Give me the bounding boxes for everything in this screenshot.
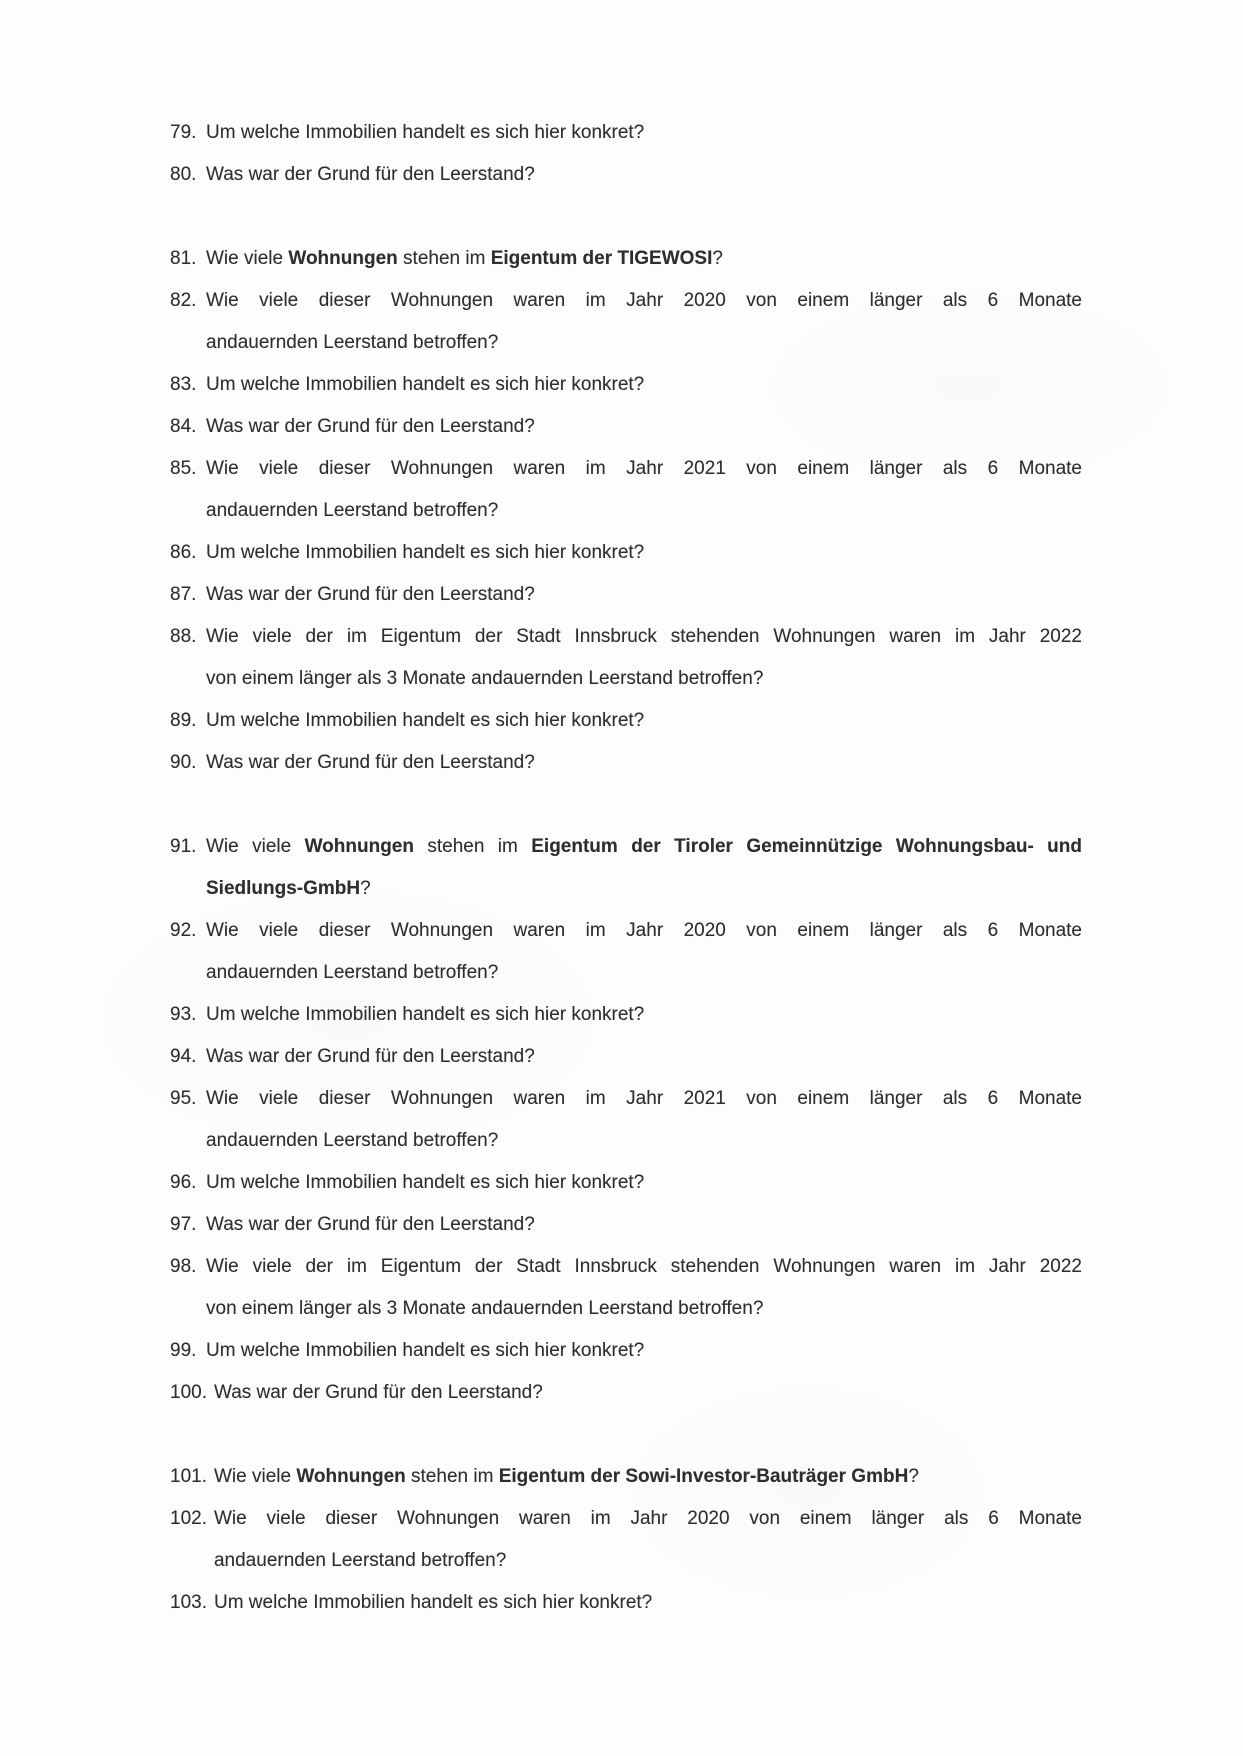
bold-segment: Wohnungen: [288, 248, 398, 269]
item-text: [206, 364, 1082, 406]
item-text: [206, 1078, 1082, 1162]
text-segment: andauernden Leerstand betroffen?: [206, 500, 499, 521]
text-line: [206, 1330, 1082, 1372]
list-item: [170, 532, 1082, 574]
text-segment: von einem länger als 3 Monate andauernden Leerstand betroffen?: [206, 668, 764, 689]
item-number: 91.: [170, 836, 197, 857]
item-text: [206, 700, 1082, 742]
list-item: [170, 616, 1082, 700]
list-item: [170, 1204, 1082, 1246]
list-item: [170, 742, 1082, 784]
item-number: 102.: [170, 1508, 207, 1529]
text-line: [206, 490, 1082, 532]
item-number: 100.: [170, 1382, 207, 1403]
text-segment: Um welche Immobilien handelt es sich hier konkret?: [213, 1592, 653, 1613]
item-text: [206, 826, 1082, 910]
text-segment: Wie viele dieser Wohnungen waren im Jahr 2020 von einem länger als 6 Monate: [213, 1508, 1082, 1529]
item-number: 89.: [170, 710, 197, 731]
item-number: 80.: [170, 164, 197, 185]
item-text: [206, 112, 1082, 154]
item-text: [206, 742, 1082, 784]
text-segment: stehen im: [413, 836, 532, 857]
list-item: [170, 406, 1082, 448]
bold-segment: Wohnungen: [296, 1466, 406, 1487]
text-line: [206, 1036, 1082, 1078]
item-text: [206, 1330, 1082, 1372]
text-line: [214, 1456, 1082, 1498]
bold-segment: Eigentum der Tiroler Gemeinnützige Wohnungsbau- und: [531, 836, 1082, 857]
list-item: [170, 700, 1082, 742]
item-number: 97.: [170, 1214, 197, 1235]
item-text: [214, 1372, 1082, 1414]
item-text: [206, 1246, 1082, 1330]
list-item: [170, 154, 1082, 196]
text-line: [206, 1246, 1082, 1288]
text-line: [206, 1288, 1082, 1330]
list-item: [170, 1078, 1082, 1162]
text-line: [206, 952, 1082, 994]
item-number: 92.: [170, 920, 197, 941]
item-text: [206, 1204, 1082, 1246]
item-text: [206, 280, 1082, 364]
list-item: [170, 1456, 1082, 1498]
text-line: [206, 1162, 1082, 1204]
item-number: 86.: [170, 542, 197, 563]
text-line: [206, 658, 1082, 700]
text-segment: Wie viele der im Eigentum der Stadt Innsbruck stehenden Wohnungen waren im Jahr 2022: [206, 626, 1082, 647]
bold-segment: Siedlungs-GmbH: [206, 878, 361, 899]
item-number: 94.: [170, 1046, 197, 1067]
item-text: [206, 574, 1082, 616]
item-text: [206, 532, 1082, 574]
text-segment: Wie viele: [206, 836, 305, 857]
text-line: [206, 616, 1082, 658]
text-segment: andauernden Leerstand betroffen?: [213, 1550, 507, 1571]
text-segment: Um welche Immobilien handelt es sich hier konkret?: [206, 710, 645, 731]
text-segment: Wie viele dieser Wohnungen waren im Jahr 2020 von einem länger als 6 Monate: [206, 290, 1082, 311]
text-line: [206, 406, 1082, 448]
item-number: 93.: [170, 1004, 197, 1025]
list-item: [170, 1330, 1082, 1372]
text-line: [206, 826, 1082, 868]
item-text: [206, 1036, 1082, 1078]
list-item: [170, 994, 1082, 1036]
text-segment: andauernden Leerstand betroffen?: [206, 962, 499, 983]
list-item: [170, 448, 1082, 532]
item-text: [206, 994, 1082, 1036]
text-segment: Was war der Grund für den Leerstand?: [206, 1214, 535, 1235]
list-item: [170, 112, 1082, 154]
list-item: [170, 1498, 1082, 1582]
item-number: 95.: [170, 1088, 197, 1109]
bold-segment: Eigentum der TIGEWOSI: [490, 248, 713, 269]
text-line: [206, 994, 1082, 1036]
item-number: 83.: [170, 374, 197, 395]
list-item: [170, 280, 1082, 364]
item-number: 82.: [170, 290, 197, 311]
list-item: [170, 364, 1082, 406]
text-line: [214, 1540, 1082, 1582]
list-item: [170, 1162, 1082, 1204]
item-number: 79.: [170, 122, 197, 143]
text-line: [206, 112, 1082, 154]
item-text: [206, 910, 1082, 994]
text-line: [206, 448, 1082, 490]
item-number: 98.: [170, 1256, 197, 1277]
item-number: 101.: [170, 1466, 207, 1487]
text-line: [206, 700, 1082, 742]
text-segment: Wie viele der im Eigentum der Stadt Innsbruck stehenden Wohnungen waren im Jahr 2022: [206, 1256, 1082, 1277]
item-text: [206, 1162, 1082, 1204]
bold-segment: Eigentum der Sowi-Investor-Bauträger GmbH: [498, 1466, 909, 1487]
list-item: [170, 574, 1082, 616]
text-segment: Was war der Grund für den Leerstand?: [206, 584, 535, 605]
list-item: [170, 1246, 1082, 1330]
text-segment: ?: [712, 248, 723, 269]
text-segment: Wie viele: [213, 1466, 297, 1487]
text-line: [214, 1372, 1082, 1414]
text-line: [206, 1204, 1082, 1246]
item-text: [206, 238, 1082, 280]
text-line: [206, 154, 1082, 196]
text-segment: andauernden Leerstand betroffen?: [206, 332, 499, 353]
text-segment: ?: [908, 1466, 919, 1487]
text-line: [206, 532, 1082, 574]
text-segment: Wie viele dieser Wohnungen waren im Jahr 2021 von einem länger als 6 Monate: [206, 458, 1082, 479]
item-text: [206, 154, 1082, 196]
text-line: [206, 364, 1082, 406]
item-number: 103.: [170, 1592, 207, 1613]
text-segment: Um welche Immobilien handelt es sich hier konkret?: [206, 1172, 645, 1193]
text-segment: von einem länger als 3 Monate andauernden Leerstand betroffen?: [206, 1298, 764, 1319]
text-segment: Um welche Immobilien handelt es sich hier konkret?: [206, 374, 645, 395]
item-text: [214, 1456, 1082, 1498]
text-line: [206, 742, 1082, 784]
text-line: [206, 910, 1082, 952]
text-segment: Um welche Immobilien handelt es sich hier konkret?: [206, 542, 645, 563]
list-item: [170, 238, 1082, 280]
text-line: [206, 1120, 1082, 1162]
text-line: [214, 1582, 1082, 1624]
text-line: [206, 574, 1082, 616]
text-line: [206, 238, 1082, 280]
text-segment: stehen im: [397, 248, 491, 269]
text-line: [206, 868, 1082, 910]
item-text: [214, 1582, 1082, 1624]
text-segment: Was war der Grund für den Leerstand?: [213, 1382, 543, 1403]
text-segment: Was war der Grund für den Leerstand?: [206, 752, 535, 773]
item-number: 87.: [170, 584, 197, 605]
question-list: [170, 112, 1082, 1624]
list-item: [170, 1036, 1082, 1078]
item-number: 81.: [170, 248, 197, 269]
text-line: [206, 1078, 1082, 1120]
item-text: [214, 1498, 1082, 1582]
list-item: [170, 910, 1082, 994]
item-number: 84.: [170, 416, 197, 437]
item-number: 90.: [170, 752, 197, 773]
list-item: [170, 1372, 1082, 1414]
item-number: 99.: [170, 1340, 197, 1361]
list-item: [170, 826, 1082, 910]
item-text: [206, 406, 1082, 448]
item-text: [206, 448, 1082, 532]
text-segment: Was war der Grund für den Leerstand?: [206, 416, 535, 437]
item-text: [206, 616, 1082, 700]
text-segment: Wie viele: [206, 248, 289, 269]
item-number: 88.: [170, 626, 197, 647]
text-segment: stehen im: [405, 1466, 499, 1487]
text-line: [206, 280, 1082, 322]
text-line: [214, 1498, 1082, 1540]
bold-segment: Wohnungen: [304, 836, 414, 857]
text-segment: Wie viele dieser Wohnungen waren im Jahr 2021 von einem länger als 6 Monate: [206, 1088, 1082, 1109]
text-segment: Um welche Immobilien handelt es sich hier konkret?: [206, 1340, 645, 1361]
text-segment: Wie viele dieser Wohnungen waren im Jahr 2020 von einem länger als 6 Monate: [206, 920, 1082, 941]
text-line: [206, 322, 1082, 364]
text-segment: Was war der Grund für den Leerstand?: [206, 1046, 535, 1067]
text-segment: Was war der Grund für den Leerstand?: [206, 164, 535, 185]
list-item: [170, 1582, 1082, 1624]
text-segment: Um welche Immobilien handelt es sich hier konkret?: [206, 122, 645, 143]
text-segment: Um welche Immobilien handelt es sich hier konkret?: [206, 1004, 645, 1025]
item-number: 85.: [170, 458, 197, 479]
text-segment: andauernden Leerstand betroffen?: [206, 1130, 499, 1151]
item-number: 96.: [170, 1172, 197, 1193]
text-segment: ?: [360, 878, 371, 899]
